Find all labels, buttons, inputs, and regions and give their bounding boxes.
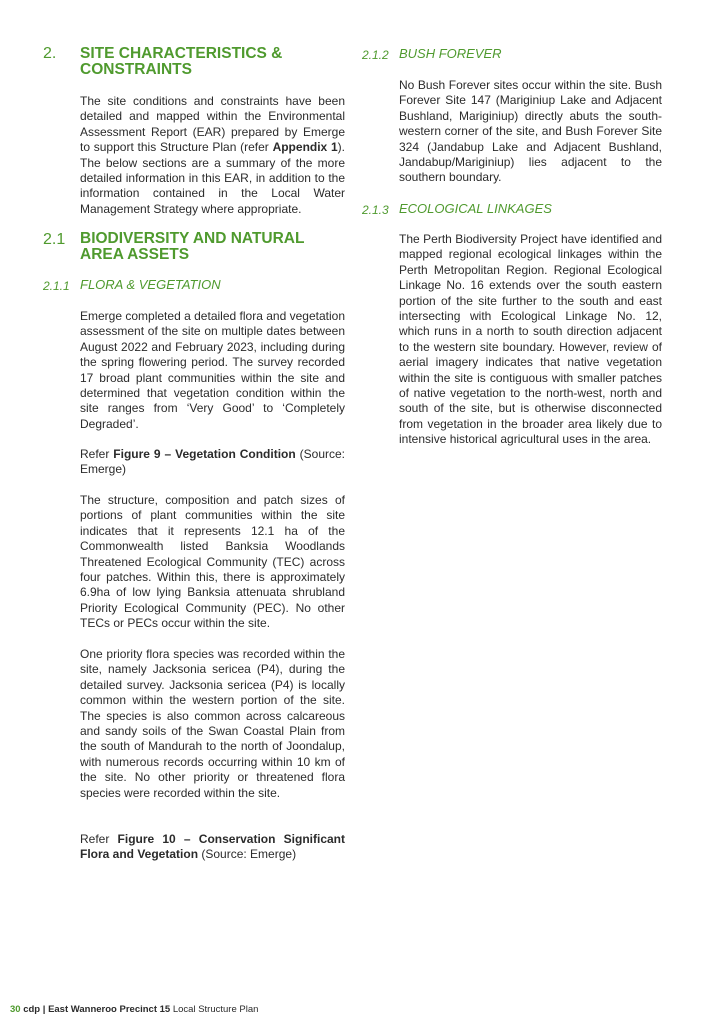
section-2-title: SITE CHARACTERISTICS & CONSTRAINTS: [80, 45, 283, 78]
document-title-rest: Local Structure Plan: [170, 1004, 259, 1015]
flora-figure-9-reference: [80, 447, 345, 478]
section-2-number: 2.: [43, 45, 57, 62]
section-2-1-title: BIODIVERSITY AND NATURAL AREA ASSETS: [80, 230, 305, 263]
section-2-1-number: 2.1: [43, 231, 66, 248]
bush-forever-paragraph: No Bush Forever sites occur within the site. Bush Forever Site 147 (Mariginiup Lake and Adjacent Bushland, Mariginiup) directly abuts the south-western corner of the site, and Bush Forever Site 324 (Jandabup Lake and Adjacent Bushland, Jandabup/Mariginiup) lies adjacent to the southern boundary.: [399, 78, 662, 185]
flora-paragraph-2: The structure, composition and patch sizes of portions of plant communities within the site indicates that it represents 12.1 ha of the Commonwealth listed Banksia Woodlands Threatened Ecological Community (TEC) across four patches. Within this, there is approximately 6.9ha of low lying Banksia attenuata shrubland Priority Ecological Community (PEC). No other TECs or PECs occur within the site.: [80, 493, 345, 631]
section-2-1-3-title: ECOLOGICAL LINKAGES: [399, 201, 552, 216]
section-2-1-1-number: 2.1.1: [43, 279, 70, 293]
intro-text-after: ). The below sections are a summary of the more detailed information in this EAR, in addition to the information contained in the Local Water Management Strategy where appropriate.: [80, 140, 345, 216]
flora-ref2-before: Refer: [80, 832, 118, 846]
flora-ref1-after: (Source: Emerge): [80, 447, 345, 477]
flora-ref1-before: Refer: [80, 447, 114, 461]
section-2-1-2-title: BUSH FOREVER: [399, 46, 502, 61]
flora-paragraph-3: One priority flora species was recorded within the site, namely Jacksonia sericea (P4), during the detailed survey. Jacksonia sericea (P4) is locally common within the western portion of the site. The species is also common across calcareous and sandy soils of the Swan Coastal Plain from the south of Mandurah to the north of Joondalup, with numerous records occurring within 10 km of the site. No other priority or threatened flora species were recorded within the site.: [80, 647, 345, 800]
figure-9-link: Figure 9 – Vegetation Condition: [113, 447, 296, 461]
flora-ref2-after: (Source: Emerge): [198, 847, 297, 862]
footer-separator: |: [42, 1004, 46, 1015]
section-2-1-2-number: 2.1.2: [362, 48, 389, 62]
flora-figure-10-reference: [80, 832, 345, 863]
org-name: cdp: [23, 1004, 41, 1015]
figure-10-link: Figure 10 – Conservation Significant Flora and Vegetation: [80, 832, 345, 862]
intro-appendix-ref: Appendix 1: [272, 140, 338, 155]
section-2-1-1-title: FLORA & VEGETATION: [80, 277, 221, 292]
page-footer: [10, 1004, 258, 1015]
document-title-bold: East Wanneroo Precinct 15: [48, 1004, 171, 1015]
flora-paragraph-1: Emerge completed a detailed flora and vegetation assessment of the site on multiple dates between August 2022 and February 2023, including during the spring flowering period. The survey recorded 17 broad plant communities within the site and determined that vegetation condition within the site ranges from ‘Very Good’ to ‘Completely Degraded’.: [80, 309, 345, 431]
intro-paragraph: [80, 94, 345, 217]
page-number: 30: [10, 1004, 21, 1015]
section-2-1-3-number: 2.1.3: [362, 203, 389, 217]
intro-text-before: The site conditions and constraints have been detailed and mapped within the Environmental Assessment Report (EAR) prepared by Emerge to support this Structure Plan (refer: [80, 94, 345, 155]
ecological-linkages-paragraph: The Perth Biodiversity Project have identified and mapped regional ecological linkages within the Perth Metropolitan Region. Regional Ecological Linkage No. 16 extends over the south eastern portion of the site further to the south and east intersecting with Ecological Linkage No. 12, which runs in a north to south direction adjacent to the western site boundary. However, review of aerial imagery indicates that native vegetation within the site is contiguous with smaller patches of native vegetation to the north-west, north and south of the site, but is otherwise disconnected from vegetation in the broader area likely due to intensive historical agricultural uses in the area.: [399, 232, 662, 447]
